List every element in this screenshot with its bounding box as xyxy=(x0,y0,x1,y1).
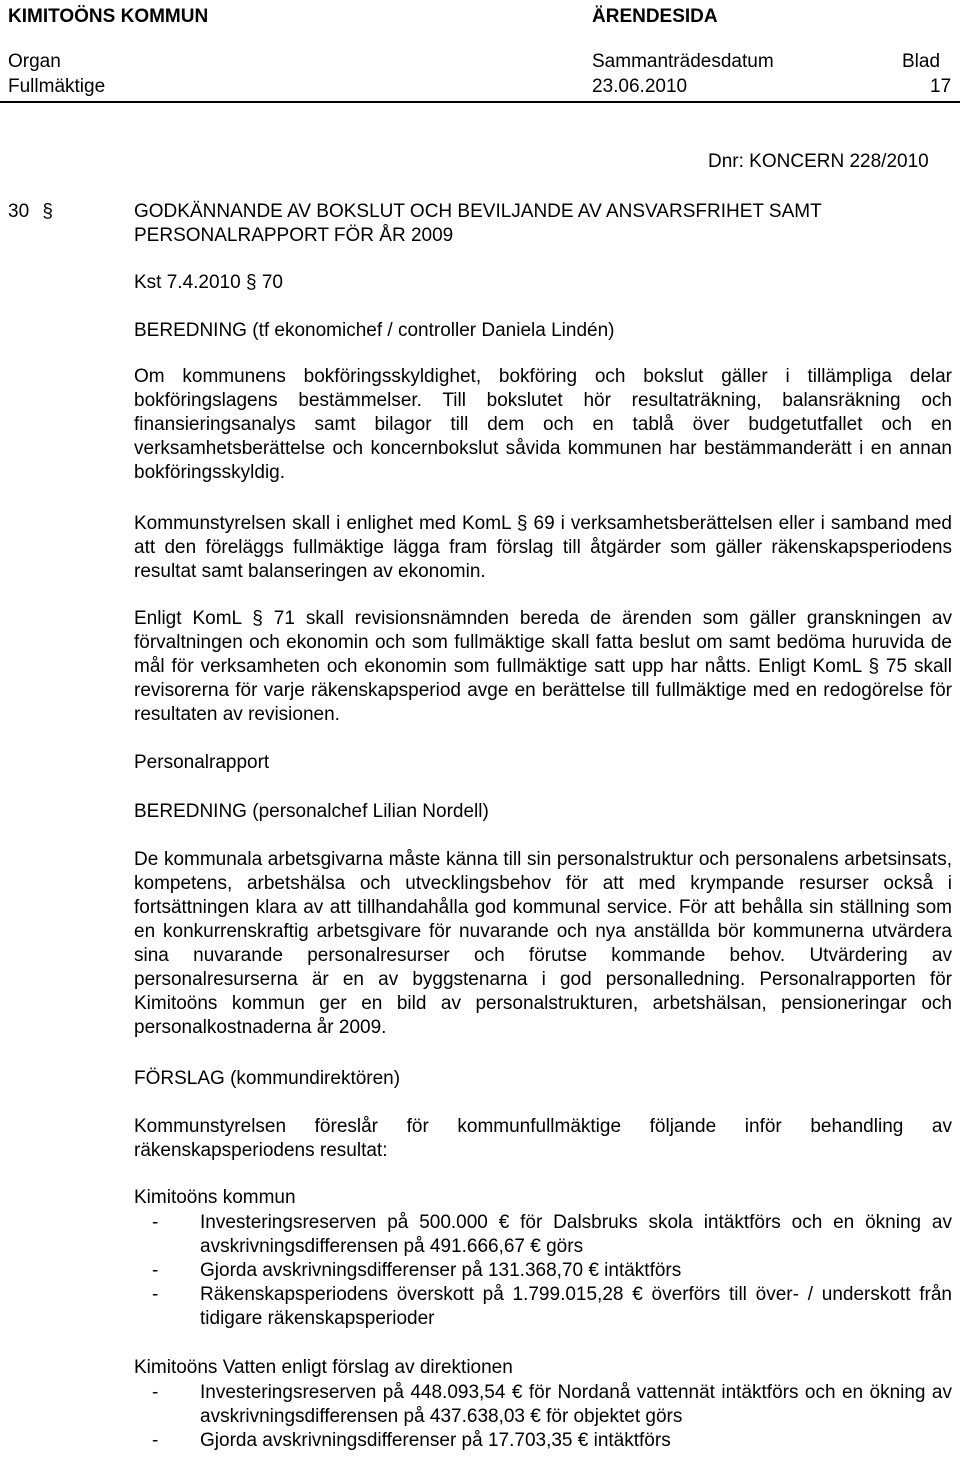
item-title-line1: GODKÄNNANDE AV BOKSLUT OCH BEVILJANDE AV ANSVARSFRIHET SAMT xyxy=(134,201,822,222)
date-value: 23.06.2010 xyxy=(592,76,688,97)
list-item: - Gjorda avskrivningsdifferenser på 17.703,35 € intäktförs xyxy=(152,1430,671,1451)
item-title-line2: PERSONALRAPPORT FÖR ÅR 2009 xyxy=(134,225,454,246)
paragraph-kommunstyrelsen: Kommunstyrelsen skall i enlighet med KomL § 69 i verksamhetsberättelsen eller i samband med att den föreläggs fullmäktige lägga fram förslag till åtgärder som gäller räkenskapsperiodens resultat samt balanseringen av ekonomin. xyxy=(134,513,952,582)
beredning-ekonomichef: BEREDNING (tf ekonomichef / controller Daniela Lindén) xyxy=(134,320,615,341)
page-label: Blad xyxy=(902,51,941,72)
paragraph-bokforing: Om kommunens bokföringsskyldighet, bokföring och bokslut gäller i tillämpliga delar bokföringslagens bestämmelser. Till bokslutet hör resultaträkning, balansräkning och finansieringsanalys samt bilagor till dem och en tablå över budgetutfallet och en verksamhetsberättelse och koncernbokslut såvida kommunen har bestämmanderätt i en annan bokföringsskyldig. xyxy=(134,366,952,483)
list-item: - Investeringsreserven på 448.093,54 € för Nordanå vattennät intäktförs och en ökning av avskrivningsdifferensen på 437.638,03 € för objektet görs xyxy=(152,1382,952,1427)
list-item: - Räkenskapsperiodens överskott på 1.799.015,28 € överförs till över- / underskott från tidigare räkenskapsperioder xyxy=(152,1284,952,1329)
organ-label: Organ xyxy=(8,51,61,72)
item-number: 30 § xyxy=(8,201,53,222)
kimitoon-heading: Kimitoöns kommun xyxy=(134,1187,296,1208)
forslag-heading: FÖRSLAG (kommundirektören) xyxy=(134,1068,401,1089)
dnr-number: Dnr: KONCERN 228/2010 xyxy=(708,151,929,172)
vatten-list xyxy=(134,1381,952,1453)
section-sign: § xyxy=(42,201,53,222)
page-type: ÄRENDESIDA xyxy=(592,6,718,27)
paragraph-personal: De kommunala arbetsgivarna måste känna till sin personalstruktur och personalens arbetsinsats, kompetens, arbetshälsa och utvecklingsbehov för att med krympande resurser också i fortsättningen klara av att tillhandahålla god kommunal service. För att behålla sin ställning som en konkurrenskraftig arbetsgivare för nuvarande och nya anställda bör kommunerna utvärdera sina nuvarande personalresurser och förutse kommande behov. Utvärdering av personalresurserna är en av byggstenarna i god personalledning. Personalrapporten för Kimitoöns kommun ger en bild av personalstrukturen, arbetshälsan, pensioneringar och personalkostnaderna år 2009. xyxy=(134,849,952,1038)
header-divider xyxy=(0,101,960,103)
beredning-personalchef: BEREDNING (personalchef Lilian Nordell) xyxy=(134,801,489,822)
list-item: - Investeringsreserven på 500.000 € för Dalsbruks skola intäktförs och en ökning av avskrivningsdifferensen på 491.666,67 € görs xyxy=(152,1212,952,1257)
organ-value: Fullmäktige xyxy=(8,76,106,97)
kst-reference: Kst 7.4.2010 § 70 xyxy=(134,272,283,293)
paragraph-forslag: Kommunstyrelsen föreslår för kommunfullmäktige följande inför behandling av räkenskapsperiodens resultat: xyxy=(134,1116,952,1161)
municipality-name: KIMITOÖNS KOMMUN xyxy=(8,6,209,27)
page-number: 17 xyxy=(930,76,952,97)
paragraph-revision: Enligt KomL § 71 skall revisionsnämnden bereda de ärenden som gäller granskningen av förvaltningen och ekonomin och som fullmäktige skall fatta beslut om samt bedöma huruvida de mål för verksamheten och ekonomin som fullmäktige satt upp har nåtts. Enligt KomL § 75 skall revisorerna för varje räkenskapsperiod avge en berättelse till fullmäktige med en redogörelse för resultaten av revisionen. xyxy=(134,608,952,725)
date-label: Sammanträdesdatum xyxy=(592,51,774,72)
kimitoon-list xyxy=(134,1211,952,1331)
vatten-heading: Kimitoöns Vatten enligt förslag av direktionen xyxy=(134,1357,513,1378)
list-item: - Gjorda avskrivningsdifferenser på 131.368,70 € intäktförs xyxy=(152,1260,682,1281)
personalrapport-heading: Personalrapport xyxy=(134,752,270,773)
